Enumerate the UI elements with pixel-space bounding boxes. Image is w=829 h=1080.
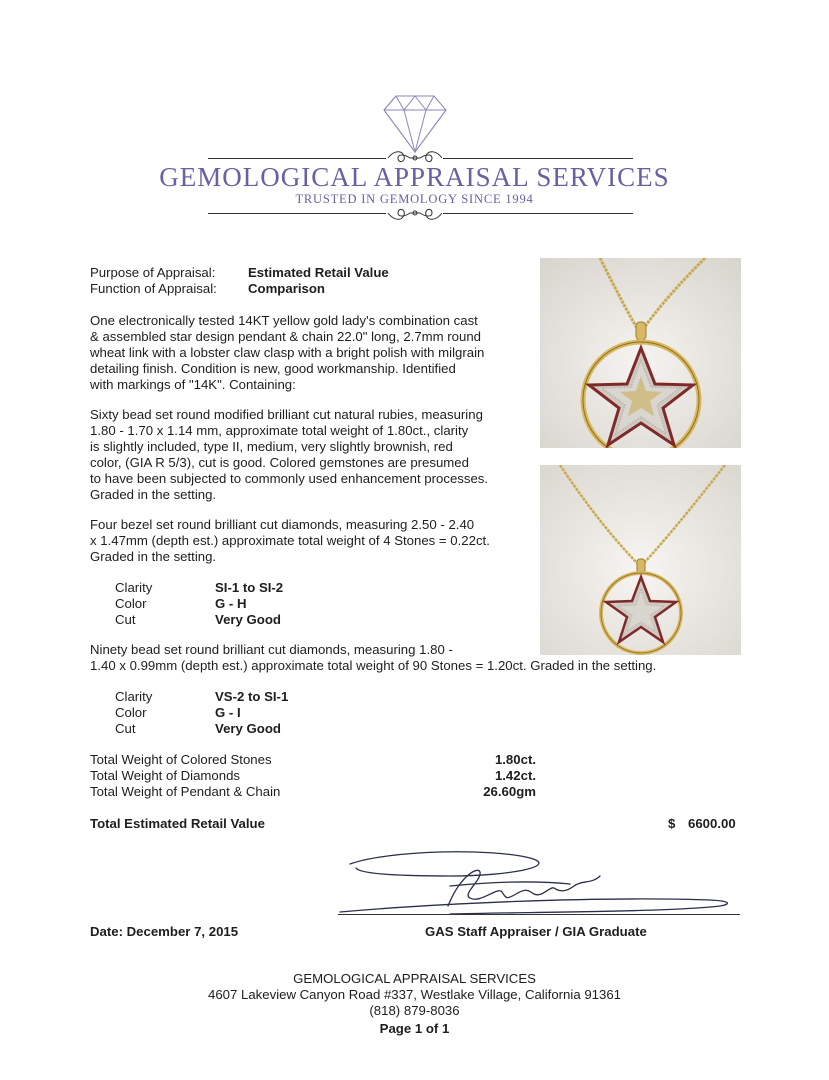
- total-value: 26.60gm: [483, 784, 536, 799]
- bezel-line: Four bezel set round brilliant cut diamonds, measuring 2.50 - 2.40: [90, 517, 475, 532]
- rubies-line: Sixty bead set round modified brilliant cut natural rubies, measuring: [90, 407, 483, 422]
- currency-symbol: $: [668, 816, 676, 831]
- rubies-line: 1.80 - 1.70 x 1.14 mm, approximate total weight of 1.80ct., clarity: [90, 423, 469, 438]
- bezel-line: x 1.47mm (depth est.) approximate total weight of 4 Stones = 0.22ct.: [90, 533, 490, 548]
- company-tagline: TRUSTED IN GEMOLOGY SINCE 1994: [295, 192, 534, 206]
- cut-label: Cut: [115, 612, 136, 627]
- bead-line: Ninety bead set round brilliant cut diamonds, measuring 1.80 -: [90, 642, 453, 657]
- color-label: Color: [115, 596, 147, 611]
- bezel-line: Graded in the setting.: [90, 549, 217, 564]
- retail-value: 6600.00: [688, 816, 736, 831]
- color-value: G - I: [215, 705, 241, 720]
- letterhead-logo: [0, 88, 829, 228]
- clarity-label: Clarity: [115, 689, 153, 704]
- cut-value: Very Good: [215, 721, 281, 736]
- appraisal-date: Date: December 7, 2015: [90, 924, 239, 939]
- total-value: 1.42ct.: [494, 768, 536, 783]
- rubies-line: Graded in the setting.: [90, 487, 217, 502]
- function-label: Function of Appraisal:: [90, 281, 217, 296]
- clarity-value: SI-1 to SI-2: [215, 580, 284, 595]
- purpose-label: Purpose of Appraisal:: [90, 265, 216, 280]
- rubies-line: is slightly included, type II, medium, very slightly brownish, red: [90, 439, 453, 454]
- cut-label: Cut: [115, 721, 136, 736]
- appraiser-title: GAS Staff Appraiser / GIA Graduate: [425, 924, 647, 939]
- total-value: 1.80ct.: [494, 752, 536, 767]
- purpose-value: Estimated Retail Value: [248, 265, 389, 280]
- description-line: with markings of "14K". Containing:: [90, 377, 296, 392]
- divider: [443, 213, 633, 214]
- divider: [443, 158, 633, 159]
- footer-phone: (818) 879-8036: [369, 1003, 460, 1018]
- divider: [208, 158, 386, 159]
- star-pendant-closeup-photo: [540, 258, 741, 448]
- cut-value: Very Good: [215, 612, 281, 627]
- diamond-logo-icon: [382, 94, 448, 154]
- total-label: Total Weight of Diamonds: [90, 768, 241, 783]
- total-label: Total Weight of Pendant & Chain: [90, 784, 281, 799]
- divider: [208, 213, 386, 214]
- description-line: detailing finish. Condition is new, good workmanship. Identified: [90, 361, 456, 376]
- total-label: Total Weight of Colored Stones: [90, 752, 272, 767]
- rubies-line: color, (GIA R 5/3), cut is good. Colored gemstones are presumed: [90, 455, 469, 470]
- star-pendant-on-chain-photo: [540, 465, 741, 655]
- description-line: wheat link with a lobster claw clasp with a bright polish with milgrain: [90, 345, 485, 360]
- clarity-value: VS-2 to SI-1: [215, 689, 289, 704]
- bead-line: 1.40 x 0.99mm (depth est.) approximate total weight of 90 Stones = 1.20ct. Graded in the setting.: [90, 658, 657, 673]
- retail-value-label: Total Estimated Retail Value: [90, 816, 265, 831]
- company-title: GEMOLOGICAL APPRAISAL SERVICES: [159, 162, 670, 192]
- signature-line: [338, 914, 740, 915]
- function-value: Comparison: [248, 281, 325, 296]
- footer-address: 4607 Lakeview Canyon Road #337, Westlake Village, California 91361: [208, 987, 621, 1002]
- ornament-icon: [386, 203, 444, 223]
- description-line: & assembled star design pendant & chain 22.0" long, 2.7mm round: [90, 329, 482, 344]
- page-number: Page 1 of 1: [379, 1021, 450, 1036]
- rubies-line: to have been subjected to commonly used enhancement processes.: [90, 471, 489, 486]
- clarity-label: Clarity: [115, 580, 153, 595]
- color-label: Color: [115, 705, 147, 720]
- color-value: G - H: [215, 596, 247, 611]
- description-line: One electronically tested 14KT yellow gold lady's combination cast: [90, 313, 478, 328]
- footer-company: GEMOLOGICAL APPRAISAL SERVICES: [293, 971, 536, 986]
